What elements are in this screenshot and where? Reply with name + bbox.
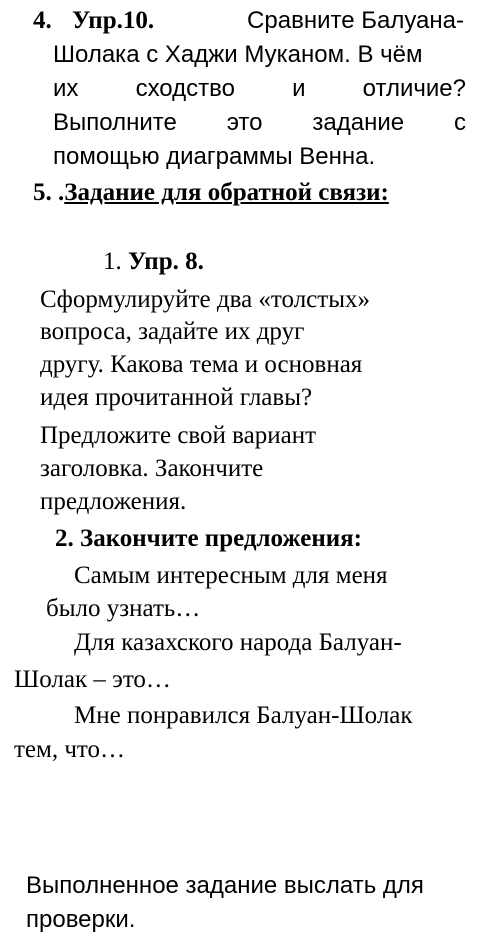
item4-line3-word: их bbox=[53, 75, 79, 102]
task1-heading bbox=[103, 247, 204, 277]
footer-line: Выполненное задание выслать для bbox=[26, 872, 424, 899]
task2-line: Мне понравился Балуан-Шолак bbox=[74, 702, 413, 729]
item4-line3-word: отличие? bbox=[362, 75, 466, 102]
item4-line4 bbox=[53, 108, 466, 138]
item4-line4-word: Выполните bbox=[53, 109, 177, 136]
item5-title: Задание для обратной связи: bbox=[64, 179, 389, 206]
task1-title: Упр. 8. bbox=[128, 248, 204, 275]
task1-number: 1. bbox=[103, 248, 122, 275]
task2-line: было узнать… bbox=[46, 595, 201, 622]
task1-line: вопроса, задайте их друг bbox=[40, 318, 305, 345]
task1-line: предложения. bbox=[40, 488, 187, 515]
item4-line1-rest: Сравните Балуана- bbox=[247, 7, 464, 34]
task1-line: другу. Какова тема и основная bbox=[40, 351, 363, 378]
item4-line4-word: с bbox=[454, 109, 466, 136]
item4-line2: Шолака с Хаджи Муканом. В чём bbox=[53, 41, 423, 68]
item4-line3-word: и bbox=[292, 75, 306, 102]
task1-line: идея прочитанной главы? bbox=[40, 384, 313, 411]
task1-line: Предложите свой вариант bbox=[40, 422, 317, 449]
item4-line4-word: это bbox=[226, 109, 263, 136]
task2-line: тем, что… bbox=[14, 736, 126, 763]
task2-line: Для казахского народа Балуан- bbox=[74, 629, 402, 656]
task2-heading: 2. Закончите предложения: bbox=[55, 525, 362, 552]
item5-heading bbox=[33, 178, 389, 208]
item4-number: 4. bbox=[33, 7, 52, 34]
task1-line: заголовка. Закончите bbox=[40, 455, 264, 482]
item4-line3-word: сходство bbox=[135, 75, 235, 102]
item4-title: Упр.10. bbox=[72, 7, 155, 34]
item4-line3 bbox=[53, 74, 466, 104]
task2-line: Шолак – это… bbox=[14, 666, 171, 693]
footer-line: проверки. bbox=[26, 906, 136, 933]
task1-line: Сформулируйте два «толстых» bbox=[40, 286, 370, 313]
item4-line4-word: задание bbox=[312, 109, 405, 136]
item4-line5: помощью диаграммы Венна. bbox=[53, 143, 376, 170]
task2-line: Самым интересным для меня bbox=[74, 562, 388, 589]
item5-prefix: 5. . bbox=[33, 179, 65, 206]
